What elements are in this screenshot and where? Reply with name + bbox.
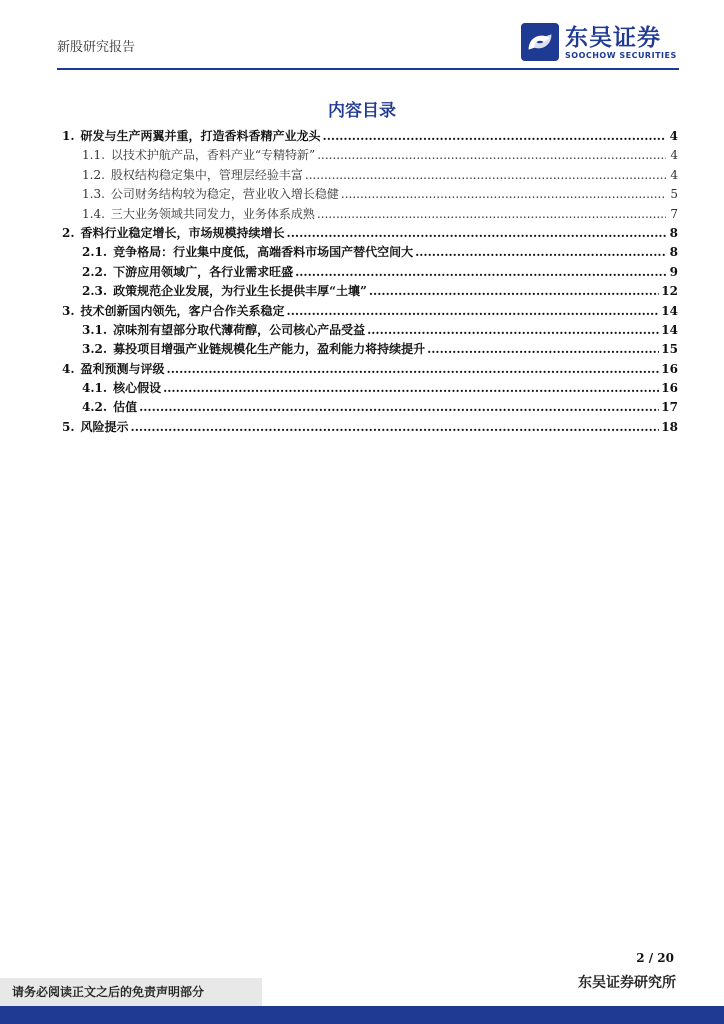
toc-entry[interactable] (62, 185, 678, 204)
toc-entry[interactable] (62, 302, 678, 321)
toc-leader-dots (317, 207, 666, 221)
toc-leader-dots (167, 362, 660, 376)
logo-name-cn: 东吴证券 (565, 24, 661, 51)
toc-entry-number: 4.2. (82, 400, 108, 415)
toc-entry[interactable] (62, 263, 678, 282)
toc-entry-page: 4 (669, 129, 678, 143)
toc-entry-page: 17 (661, 400, 678, 415)
toc-entry-title: 凉味剂有望部分取代薄荷醇，公司核心产品受益 (113, 322, 366, 337)
toc-entry-page: 8 (669, 245, 678, 260)
table-of-contents (62, 127, 678, 437)
toc-entry[interactable] (62, 379, 678, 398)
toc-entry-number: 1.2. (82, 167, 105, 182)
toc-entry-number: 2.1. (82, 245, 108, 260)
toc-leader-dots (415, 245, 666, 259)
toc-entry-number: 2. (62, 225, 75, 240)
logo-icon (521, 23, 559, 61)
toc-entry-page: 5 (670, 187, 678, 202)
toc-entry-page: 15 (661, 342, 678, 357)
toc-leader-dots (287, 226, 666, 240)
toc-entry-page: 14 (661, 322, 678, 337)
toc-leader-dots (163, 381, 659, 395)
toc-entry-page: 18 (661, 419, 678, 434)
toc-entry[interactable] (62, 398, 678, 417)
toc-entry-title: 以技术护航产品，香料产业“专精特新” (110, 148, 316, 163)
toc-entry[interactable] (62, 340, 678, 359)
toc-entry-title: 估值 (113, 400, 138, 415)
toc-entry-number: 3.2. (82, 342, 108, 357)
toc-entry-title: 盈利预测与评级 (80, 361, 165, 376)
toc-entry[interactable] (62, 146, 678, 165)
toc-entry-page: 4 (670, 148, 678, 163)
toc-entry-page: 16 (661, 381, 678, 396)
toc-leader-dots (295, 265, 666, 279)
toc-entry-title: 香料行业稳定增长，市场规模持续增长 (80, 225, 285, 240)
toc-entry[interactable] (62, 205, 678, 224)
disclaimer-notice: 请务必阅读正文之后的免责声明部分 (0, 978, 262, 1006)
toc-entry-title: 政策规范企业发展，为行业生长提供丰厚“土壤” (113, 284, 367, 299)
toc-entry[interactable] (62, 127, 678, 146)
toc-entry[interactable] (62, 360, 678, 379)
toc-entry-number: 1. (62, 129, 75, 143)
toc-entry-number: 1.3. (82, 187, 105, 202)
toc-entry-number: 4. (62, 361, 75, 376)
report-type-label: 新股研究报告 (57, 40, 136, 55)
toc-entry-page: 14 (661, 303, 678, 318)
toc-leader-dots (341, 187, 666, 201)
toc-entry[interactable] (62, 243, 678, 262)
toc-entry-title: 核心假设 (113, 381, 162, 396)
toc-leader-dots (323, 129, 666, 143)
company-logo (521, 22, 677, 62)
toc-leader-dots (131, 420, 660, 434)
toc-leader-dots (305, 168, 666, 182)
toc-entry-title: 技术创新国内领先，客户合作关系稳定 (80, 303, 285, 318)
toc-entry-number: 4.1. (82, 381, 108, 396)
toc-entry-title: 三大业务领域共同发力，业务体系成熟 (110, 206, 315, 221)
toc-entry[interactable] (62, 224, 678, 243)
toc-entry-page: 8 (669, 225, 678, 240)
toc-entry-page: 9 (669, 264, 678, 279)
toc-entry-page: 16 (661, 361, 678, 376)
toc-entry-page: 12 (661, 284, 678, 299)
toc-entry-title: 竞争格局：行业集中度低，高端香料市场国产替代空间大 (113, 245, 414, 260)
toc-entry-number: 2.3. (82, 284, 108, 299)
toc-entry[interactable] (62, 321, 678, 340)
logo-name-en: SOOCHOW SECURITIES (565, 50, 677, 60)
toc-entry-title: 研发与生产两翼并重，打造香料香精产业龙头 (80, 129, 321, 143)
toc-entry-title: 下游应用领域广，各行业需求旺盛 (113, 264, 294, 279)
toc-entry-number: 2.2. (82, 264, 108, 279)
toc-entry-page: 4 (670, 167, 678, 182)
toc-entry[interactable] (62, 282, 678, 301)
toc-entry[interactable] (62, 418, 678, 437)
toc-leader-dots (139, 400, 659, 414)
toc-leader-dots (287, 304, 660, 318)
toc-leader-dots (427, 342, 659, 356)
toc-entry-title: 股权结构稳定集中，管理层经验丰富 (110, 167, 303, 182)
toc-leader-dots (369, 284, 659, 298)
toc-leader-dots (317, 148, 666, 162)
toc-entry-number: 5. (62, 419, 75, 434)
toc-entry-number: 1.1. (82, 148, 105, 163)
toc-entry[interactable] (62, 166, 678, 185)
toc-entry-number: 1.4. (82, 206, 105, 221)
toc-leader-dots (367, 323, 659, 337)
toc-entry-title: 风险提示 (80, 419, 129, 434)
toc-entry-title: 公司财务结构较为稳定，营业收入增长稳健 (110, 187, 339, 202)
header-divider (57, 68, 679, 70)
page-number: 2 / 20 (636, 951, 674, 965)
toc-entry-number: 3. (62, 303, 75, 318)
footer-bar (0, 1006, 724, 1024)
toc-entry-title: 募投项目增强产业链规模化生产能力，盈利能力将持续提升 (113, 342, 426, 357)
institute-name: 东吴证券研究所 (578, 975, 676, 991)
toc-title: 内容目录 (328, 101, 396, 121)
toc-entry-page: 7 (670, 206, 678, 221)
toc-entry-number: 3.1. (82, 322, 108, 337)
